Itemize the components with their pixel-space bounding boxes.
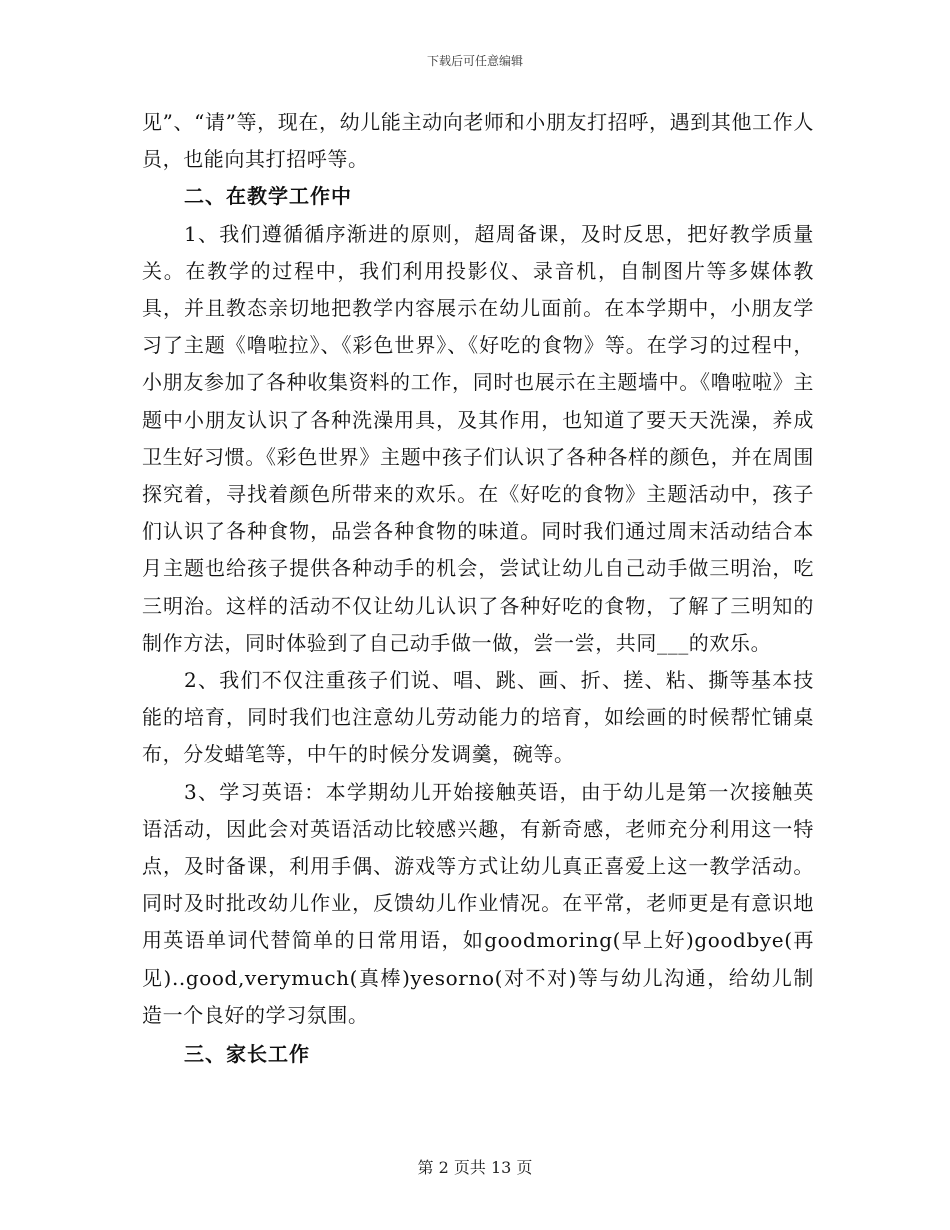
section-heading-parents: 三、家长工作 xyxy=(184,1042,310,1067)
paragraph-teaching-1: 1、我们遵循循序渐进的原则，超周备课，及时反思，把好教学质量关。在教学的过程中，我们利用投影仪、录音机，自制图片等多媒体教具，并且教态亲切地把教学内容展示在幼儿面前。在本学期中，小朋友学习了主题《噜啦拉》、《彩色世界》、《好吃的食物》等。在学习的过程中，小朋友参加了各种收集资料的工作，同时也展示在主题墙中。《噜啦啦》主题中小朋友认识了各种洗澡用具，及其作用，也知道了要天天洗澡，养成卫生好习惯。《彩色世界》主题中孩子们认识了各种各样的颜色，并在周围探究着，寻找着颜色所带来的欢乐。在《好吃的食物》主题活动中，孩子们认识了各种食物，品尝各种食物的味道。同时我们通过周末活动结合本月主题也给孩子提供各种动手的机会，尝试让幼儿自己动手做三明治，吃三明治。这样的活动不仅让幼儿认识了各种好吃的食物，了解了三明知的制作方法，同时体验到了自己动手做一做，尝一尝，共同___的欢乐。 xyxy=(142,221,814,655)
document-body xyxy=(142,104,814,1073)
paragraph-teaching-2: 2、我们不仅注重孩子们说、唱、跳、画、折、搓、粘、撕等基本技能的培育，同时我们也注意幼儿劳动能力的培育，如绘画的时候帮忙铺桌布，分发蜡笔等，中午的时候分发调羹，碗等。 xyxy=(142,668,814,767)
page-number-footer: 第 2 页共 13 页 xyxy=(417,1158,533,1177)
paragraph-intro: 见”、“请”等，现在，幼儿能主动向老师和小朋友打招呼，遇到其他工作人员，也能向其打招呼等。 xyxy=(142,110,814,172)
page-header-note: 下载后可任意编辑 xyxy=(426,54,523,68)
section-heading-teaching: 二、在教学工作中 xyxy=(184,184,352,209)
paragraph-teaching-3: 3、学习英语：本学期幼儿开始接触英语，由于幼儿是第一次接触英语活动，因此会对英语活动比较感兴趣，有新奇感，老师充分利用这一特点，及时备课，利用手偶、游戏等方式让幼儿真正喜爱上这一教学活动。同时及时批改幼儿作业，反馈幼儿作业情况。在平常，老师更是有意识地用英语单词代替简单的日常用语，如goodmoring(早上好)goodbye(再见)..good,verymuch(真棒)yesorno(对不对)等与幼儿沟通，给幼儿制造一个良好的学习氛围。 xyxy=(142,779,814,1027)
